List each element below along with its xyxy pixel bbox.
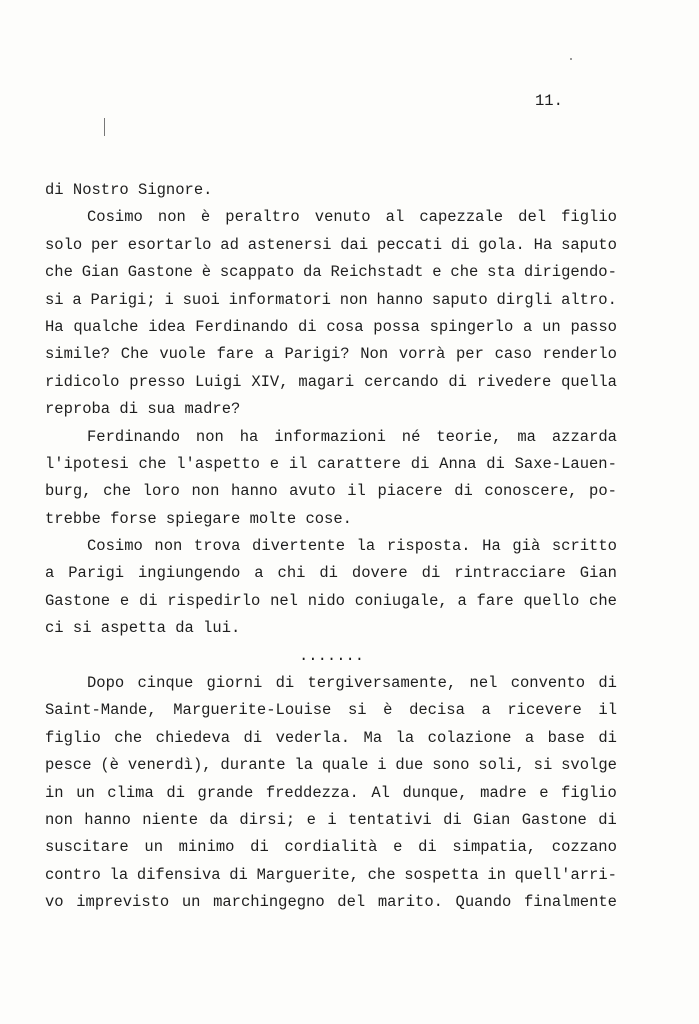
word: dirsi; <box>239 810 296 829</box>
word: che <box>103 482 132 501</box>
word: di <box>275 674 295 693</box>
word: Gastone <box>521 810 587 829</box>
word: Gian <box>473 810 511 829</box>
word: di <box>598 674 617 693</box>
word: si <box>533 756 553 775</box>
word: solo <box>45 235 83 254</box>
word: Ha <box>45 317 64 336</box>
text-line <box>45 807 617 834</box>
word: già <box>512 537 541 556</box>
word: Cosimo <box>87 537 143 556</box>
word: di <box>229 865 248 884</box>
word: di <box>448 372 467 391</box>
word: di <box>166 783 185 802</box>
word: simile? <box>45 345 111 364</box>
word: Ma <box>363 728 383 747</box>
text-line <box>45 862 617 889</box>
word: giorni <box>206 674 263 693</box>
text-line <box>45 369 617 396</box>
word: l'ipotesi <box>45 454 129 473</box>
word: dovere <box>351 564 408 583</box>
word: Ha <box>533 235 553 254</box>
text-line: trebbe forse spiegare molte cose. <box>45 509 352 528</box>
word: esortarlo <box>127 235 212 254</box>
word: non <box>339 290 368 309</box>
word: trova <box>193 537 241 556</box>
word: (è <box>100 756 119 775</box>
word: non <box>45 810 73 829</box>
word: figlio <box>45 728 101 747</box>
word: loro <box>142 482 180 501</box>
word: quella <box>561 372 617 391</box>
word: cinque <box>137 674 194 693</box>
word: l'aspetto <box>176 454 260 473</box>
word: renderlo <box>542 345 617 364</box>
word: dirigendo- <box>523 263 617 282</box>
word: nido <box>307 591 345 610</box>
word: Parigi <box>68 564 125 583</box>
word: la <box>395 728 415 747</box>
word: risposta. <box>386 537 471 556</box>
word: dirgli <box>496 290 553 309</box>
word: il <box>598 701 617 720</box>
word: piacere <box>377 482 443 501</box>
word: soli, <box>478 756 525 775</box>
word: Saxe-Lauen- <box>514 454 617 473</box>
text-line <box>45 670 617 697</box>
word: peraltro <box>225 208 300 227</box>
word: informazioni <box>274 427 386 446</box>
word: hanno <box>84 810 131 829</box>
word: nel <box>270 591 298 610</box>
word: è <box>200 208 211 227</box>
word: grande <box>197 783 254 802</box>
word: suoi <box>182 290 220 309</box>
word: che <box>589 591 617 610</box>
word: nel <box>469 674 498 693</box>
word: idea <box>148 317 186 336</box>
word: sta <box>487 263 516 282</box>
text-line <box>45 259 617 286</box>
word: il <box>288 454 308 473</box>
word: di <box>450 235 470 254</box>
word: i <box>327 810 337 829</box>
word: figlio <box>561 208 617 227</box>
word: peccati <box>376 235 443 254</box>
body-text <box>45 177 617 917</box>
word: di <box>486 454 505 473</box>
word: freddezza. <box>265 783 359 802</box>
word: capezzale <box>419 208 504 227</box>
word: pesce <box>45 756 92 775</box>
word: burg, <box>45 482 92 501</box>
word: presso <box>129 372 186 391</box>
text-line <box>45 725 617 752</box>
word: Ha <box>482 537 501 556</box>
text-line <box>45 424 617 451</box>
word: il <box>347 482 366 501</box>
word: di <box>319 564 338 583</box>
word: Al <box>371 783 390 802</box>
word: Dopo <box>87 674 125 693</box>
word: e <box>269 454 280 473</box>
word: scappato <box>219 263 295 282</box>
word: spingerlo <box>429 317 514 336</box>
text-line <box>45 204 617 231</box>
text-line <box>45 834 617 861</box>
word: rispedirlo <box>167 591 261 610</box>
word: a <box>45 564 55 583</box>
margin-mark <box>104 118 105 136</box>
word: difensiva <box>136 865 221 884</box>
word: ridicolo <box>45 372 120 391</box>
word: convento <box>510 674 586 693</box>
text-line <box>45 341 617 368</box>
word: minimo <box>178 838 235 857</box>
word: cordialità <box>284 838 378 857</box>
word: di <box>418 838 437 857</box>
word: quello <box>523 591 580 610</box>
word: rivedere <box>476 372 552 391</box>
word: e <box>119 591 130 610</box>
word: teorie, <box>436 427 502 446</box>
word: sono <box>432 756 470 775</box>
word: al <box>385 208 405 227</box>
word: venuto <box>314 208 371 227</box>
word: a <box>524 728 535 747</box>
text-line: di Nostro Signore. <box>45 181 213 199</box>
word: decisa <box>409 701 465 720</box>
word: e <box>306 810 316 829</box>
word: la <box>356 537 376 556</box>
word: azzarda <box>551 427 617 446</box>
word: vederla. <box>275 728 351 747</box>
word: rintracciare <box>454 564 566 583</box>
text-line <box>45 533 617 560</box>
word: è <box>201 263 211 282</box>
text-line <box>45 314 617 341</box>
word: qualche <box>73 317 139 336</box>
word: del <box>337 893 366 912</box>
text-line <box>45 697 617 724</box>
word: tergiversamente, <box>307 674 457 693</box>
word: Luigi <box>194 372 242 391</box>
word: cozzano <box>551 838 617 857</box>
word: vo <box>45 893 64 912</box>
text-line <box>45 232 617 259</box>
word: a <box>254 564 264 583</box>
word: due <box>395 756 424 775</box>
word: ingiungendo <box>138 564 241 583</box>
word: divertente <box>252 537 346 556</box>
text-line: reproba di sua madre? <box>45 400 241 419</box>
word: di <box>443 810 462 829</box>
word: Marguerite, <box>256 865 359 884</box>
word: a <box>264 345 274 364</box>
word: quell'arri- <box>514 865 617 884</box>
word: ricevere <box>507 701 582 720</box>
text-line <box>45 588 617 615</box>
word: possa <box>373 317 420 336</box>
word: un <box>181 893 201 912</box>
word: di <box>250 838 269 857</box>
word: XIV, <box>251 372 289 391</box>
word: Ferdinando <box>195 317 289 336</box>
word: marito. <box>377 893 443 912</box>
word: venerdì), <box>127 756 212 775</box>
word: Saint-Mande, <box>45 701 157 720</box>
word: vuole <box>159 345 206 364</box>
word: di <box>598 728 617 747</box>
word: Reichstadt <box>330 263 424 282</box>
word: Gastone <box>45 591 111 610</box>
word: di <box>421 564 441 583</box>
paper-speck <box>570 58 572 60</box>
page-number: 11. <box>535 92 563 110</box>
word: a <box>457 591 467 610</box>
word: la <box>294 756 314 775</box>
word: in <box>45 783 64 802</box>
word: né <box>401 427 421 446</box>
word: sospetta <box>404 865 479 884</box>
word: e <box>432 263 442 282</box>
word: in <box>487 865 506 884</box>
word: astenersi <box>247 235 332 254</box>
word: dunque, <box>402 783 468 802</box>
word: caso <box>494 345 532 364</box>
word: che <box>450 263 479 282</box>
word: un <box>144 838 163 857</box>
word: non <box>154 537 183 556</box>
word: chiedeva <box>155 728 231 747</box>
word: e <box>393 838 403 857</box>
text-line <box>45 889 617 916</box>
word: i <box>164 290 174 309</box>
word: po- <box>589 482 617 501</box>
word: Che <box>120 345 149 364</box>
word: magari <box>298 372 355 391</box>
word: niente <box>142 810 199 829</box>
word: i <box>377 756 387 775</box>
word: Ferdinando <box>87 427 181 446</box>
word: hanno <box>376 290 424 309</box>
word: di <box>297 317 317 336</box>
word: Anna <box>439 454 477 473</box>
word: simpatia, <box>452 838 537 857</box>
text-line <box>45 560 617 587</box>
word: durante <box>220 756 286 775</box>
word: Parigi? <box>284 345 350 364</box>
word: cercando <box>364 372 439 391</box>
word: conoscere, <box>484 482 578 501</box>
word: svolge <box>561 756 617 775</box>
word: colazione <box>427 728 512 747</box>
text-line: ci si aspetta da lui. <box>45 619 241 638</box>
word: hanno <box>230 482 278 501</box>
word: Gian <box>579 564 617 583</box>
text-line <box>45 478 617 505</box>
word: che <box>138 454 167 473</box>
word: saputo <box>561 235 617 254</box>
word: base <box>547 728 585 747</box>
word: saputo <box>431 290 488 309</box>
word: e <box>539 783 549 802</box>
word: a <box>72 290 82 309</box>
word: suscitare <box>45 838 129 857</box>
word: Gian <box>81 263 119 282</box>
word: si <box>347 701 367 720</box>
word: di <box>598 810 617 829</box>
word: passo <box>570 317 617 336</box>
word: un <box>542 317 561 336</box>
word: avuto <box>289 482 336 501</box>
word: fare <box>476 591 514 610</box>
word: marchingegno <box>213 893 325 912</box>
word: scritto <box>551 537 617 556</box>
word: finalmente <box>523 893 617 912</box>
word: contro <box>45 865 101 884</box>
word: altro. <box>561 290 617 309</box>
word: a <box>523 317 533 336</box>
word: che <box>367 865 396 884</box>
word: del <box>518 208 547 227</box>
word: figlio <box>561 783 617 802</box>
text-line <box>45 287 617 314</box>
word: ma <box>517 427 536 446</box>
word: clima <box>107 783 154 802</box>
word: che <box>114 728 143 747</box>
word: cosa <box>326 317 364 336</box>
word: tentativi <box>348 810 432 829</box>
word: madre <box>480 783 527 802</box>
word: che <box>45 263 73 282</box>
text-line <box>45 780 617 807</box>
word: per <box>456 345 484 364</box>
word: da <box>209 810 229 829</box>
word: per <box>91 235 119 254</box>
word: non <box>157 208 186 227</box>
word: quale <box>321 756 369 775</box>
word: Quando <box>455 893 512 912</box>
word: ha <box>239 427 259 446</box>
word: di <box>243 728 263 747</box>
word: di <box>138 591 158 610</box>
section-separator: ....... <box>299 646 365 665</box>
word: carattere <box>317 454 401 473</box>
word: dai <box>340 235 369 254</box>
word: Gastone <box>127 263 193 282</box>
word: non <box>191 482 220 501</box>
word: di <box>454 482 473 501</box>
word: informatori <box>228 290 331 309</box>
word: imprevisto <box>76 893 170 912</box>
word: ad <box>220 235 239 254</box>
word: la <box>109 865 129 884</box>
text-line <box>45 451 617 478</box>
word: si <box>45 290 64 309</box>
word: vorrà <box>398 345 446 364</box>
word: di <box>410 454 430 473</box>
word: Marguerite-Louise <box>173 701 332 720</box>
word: a <box>481 701 491 720</box>
word: coniugale, <box>354 591 448 610</box>
word: da <box>303 263 322 282</box>
word: Cosimo <box>87 208 143 227</box>
word: gola. <box>478 235 525 254</box>
word: un <box>76 783 95 802</box>
text-line <box>45 752 617 779</box>
word: è <box>383 701 393 720</box>
word: chi <box>277 564 306 583</box>
word: non <box>195 427 224 446</box>
word: Parigi; <box>90 290 156 309</box>
word: fare <box>216 345 254 364</box>
word: Non <box>360 345 389 364</box>
